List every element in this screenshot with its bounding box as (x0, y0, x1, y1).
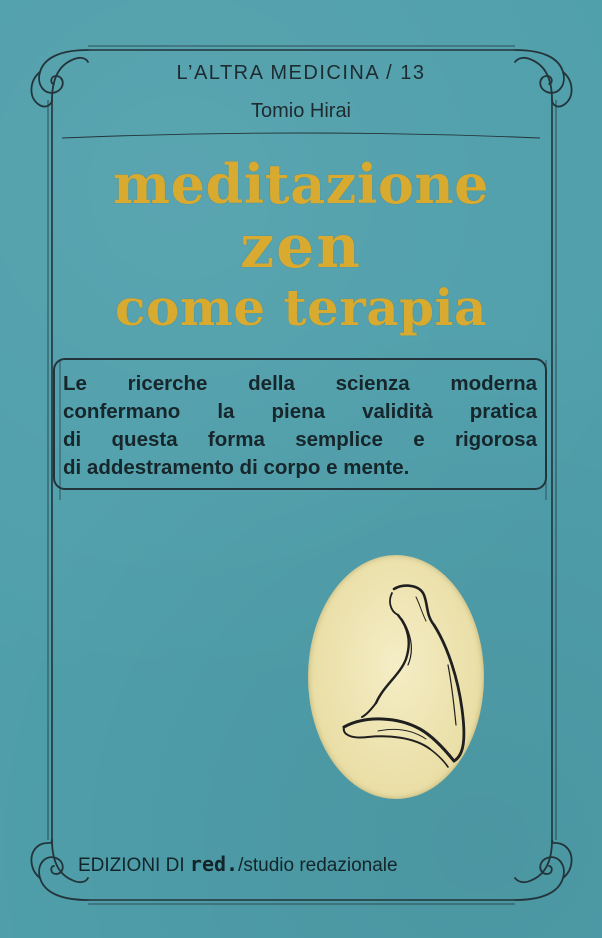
title-line-1: meditazione (112, 152, 489, 216)
publisher-prefix: EDIZIONI DI (78, 855, 185, 876)
author-name: Tomio Hirai (250, 100, 352, 122)
publisher-brand: red. (189, 852, 239, 876)
blurb-line: confermano la piena validità pratica (63, 400, 537, 423)
title-line-2: zen (240, 212, 362, 282)
illustration-oval (308, 555, 484, 799)
publisher-suffix: /studio redazionale (238, 855, 398, 876)
blurb-line: Le ricerche della scienza moderna (63, 372, 537, 395)
blurb-box (53, 358, 547, 490)
blurb-line: di questa forma semplice e rigorosa (63, 428, 537, 451)
publisher-line (78, 852, 528, 877)
meditating-figure-icon (308, 555, 484, 799)
series-label: L’ALTRA MEDICINA / 13 (176, 62, 426, 84)
blurb-line: di addestramento di corpo e mente. (63, 456, 410, 479)
title-line-3: come terapia (115, 278, 487, 337)
